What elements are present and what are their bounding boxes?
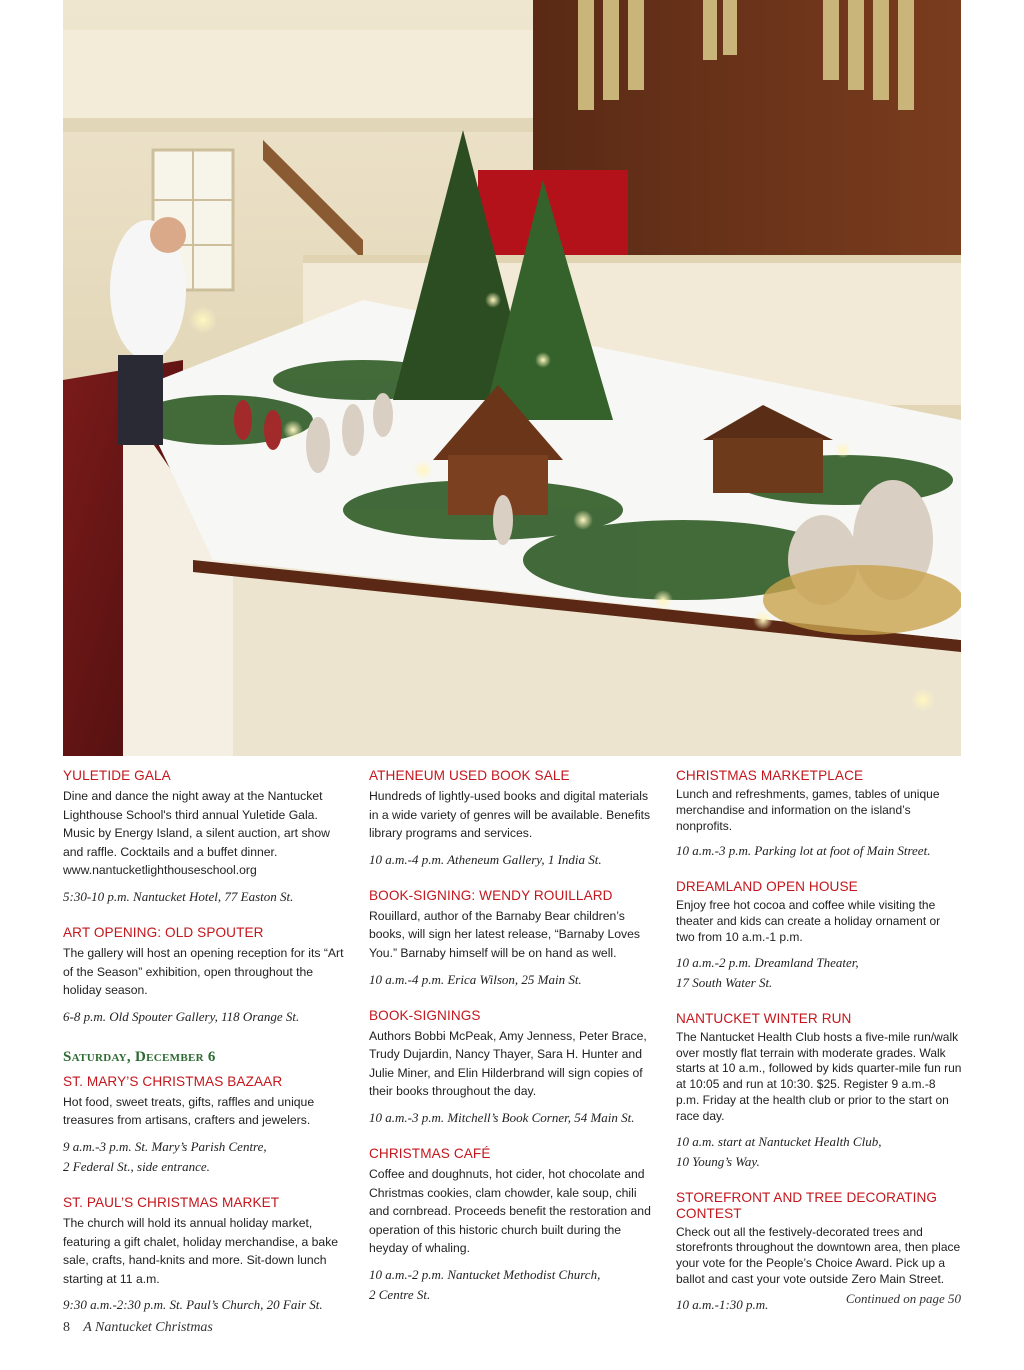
event-title: ATHENEUM USED BOOK SALE <box>369 768 570 783</box>
photo-illustration <box>63 0 961 756</box>
event-title: ART OPENING: OLD SPOUTER <box>63 924 264 940</box>
event-book-signings <box>369 1008 655 1128</box>
event-yuletide-gala <box>63 768 348 907</box>
event-title: CHRISTMAS MARKETPLACE <box>676 768 864 783</box>
event-description: The Nantucket Health Club hosts a five-mile run/walk over mostly flat terrain with moderate grades. Walk starts at 10 a.m., followed by kids quarter-mile fun run at 10:05 and run at 10:30. $25. Register 9 a.m.-8 p.m. Friday at the health club or prior to the start on race day. <box>676 1029 962 1123</box>
event-time-location: 10 a.m.-2 p.m. Nantucket Methodist Church, 2 Centre St. <box>369 1266 601 1302</box>
event-description: Hundreds of lightly-used books and digital materials in a wide variety of genres will be available. Benefits library programs and services. <box>369 789 651 841</box>
event-winter-run <box>676 1011 962 1172</box>
event-title: CHRISTMAS CAFÉ <box>369 1145 491 1161</box>
event-time-location: 10 a.m.-1:30 p.m. <box>676 1296 769 1312</box>
column-3 <box>676 768 962 1333</box>
event-title: BOOK-SIGNINGS <box>369 1007 481 1023</box>
event-description: The gallery will host an opening reception for its “Art of the Season” exhibition, open throughout the holiday season. <box>63 945 344 998</box>
column-1 <box>63 768 348 1333</box>
continued-note: Continued on page 50 <box>845 1291 961 1306</box>
event-st-marys-bazaar <box>63 1074 348 1177</box>
event-atheneum-book-sale <box>369 768 655 870</box>
nativity-display-photo <box>63 0 961 756</box>
event-book-signing-rouillard <box>369 888 655 990</box>
event-title: ST. PAUL’S CHRISTMAS MARKET <box>63 1194 280 1210</box>
page-footer <box>63 1320 213 1336</box>
column-2 <box>369 768 655 1323</box>
event-description: The church will hold its annual holiday market, featuring a gift chalet, holiday merchandise, a bake sale, crafts, hand-knits and more. Sit-down lunch starting at 11 a.m. <box>63 1215 339 1286</box>
event-description: Hot food, sweet treats, gifts, raffles and unique treasures from artisans, crafters and jewelers. <box>63 1094 315 1128</box>
event-st-pauls-market <box>63 1195 348 1315</box>
event-time-location: 10 a.m.-4 p.m. Atheneum Gallery, 1 India St. <box>369 851 602 867</box>
event-description: Coffee and doughnuts, hot cider, hot chocolate and Christmas cookies, clam chowder, kale soup, chili and cornbread. Proceeds benefit the restoration and operation of this historic church built during the heyday of whaling. <box>369 1166 651 1256</box>
event-time-location: 10 a.m.-2 p.m. Dreamland Theater, 17 South Water St. <box>676 954 859 990</box>
event-description: Enjoy free hot cocoa and coffee while visiting the theater and kids can create a holiday ornament or two from 10 a.m.-1 p.m. <box>676 898 941 944</box>
event-description: Rouillard, author of the Barnaby Bear children’s books, will sign her latest release, “Barnaby Loves You.” Barnaby himself will be on hand as well. <box>369 908 640 960</box>
event-title: ST. MARY’S CHRISTMAS BAZAAR <box>63 1073 283 1089</box>
event-time-location: 10 a.m.-3 p.m. Parking lot at foot of Main Street. <box>676 843 931 859</box>
day-heading: Saturday, December 6 <box>63 1048 216 1065</box>
event-time-location: 10 a.m.-4 p.m. Erica Wilson, 25 Main St. <box>369 971 582 987</box>
event-time-location: 9:30 a.m.-2:30 p.m. St. Paul’s Church, 20 Fair St. <box>63 1297 323 1313</box>
event-christmas-marketplace <box>676 768 962 861</box>
publication-name: A Nantucket Christmas <box>83 1320 213 1335</box>
event-title: BOOK-SIGNING: WENDY ROUILLARD <box>369 887 613 903</box>
event-time-location: 9 a.m.-3 p.m. St. Mary’s Parish Centre, 2 Federal St., side entrance. <box>63 1138 267 1174</box>
event-description: Authors Bobbi McPeak, Amy Jenness, Peter Brace, Trudy Dujardin, Nancy Thayer, Sara H. Hunter and Julie Miner, and Elin Hilderbrand will sign copies of their books throughout the day. <box>369 1028 647 1099</box>
event-christmas-cafe <box>369 1146 655 1305</box>
event-title: YULETIDE GALA <box>63 768 171 783</box>
event-description: Lunch and refreshments, games, tables of unique merchandise and information on the island’s nonprofits. <box>676 787 940 833</box>
event-time-location: 10 a.m.-3 p.m. Mitchell’s Book Corner, 54 Main St. <box>369 1109 635 1125</box>
event-dreamland-open-house <box>676 879 962 992</box>
event-art-opening <box>63 925 348 1027</box>
event-time-location: 5:30-10 p.m. Nantucket Hotel, 77 Easton St. <box>63 888 294 904</box>
page-number: 8 <box>63 1320 70 1335</box>
event-description: Dine and dance the night away at the Nantucket Lighthouse School's third annual Yuletide Gala. Music by Energy Island, a silent auction, art show and raffle. Cocktails and a buffet dinner. www.nantucketlighthouseschool.org <box>63 789 330 878</box>
event-time-location: 6-8 p.m. Old Spouter Gallery, 118 Orange St. <box>63 1008 300 1024</box>
event-description: Check out all the festively-decorated trees and storefronts throughout the downtown area, then place your vote for the People’s Choice Award. Pick up a ballot and cast your vote outside Zero Main Street. <box>676 1224 961 1286</box>
event-time-location: 10 a.m. start at Nantucket Health Club, 10 Young’s Way. <box>676 1133 882 1169</box>
event-title: NANTUCKET WINTER RUN <box>676 1010 852 1026</box>
event-title: DREAMLAND OPEN HOUSE <box>676 879 858 895</box>
event-title: STOREFRONT AND TREE DECORATING CONTEST <box>676 1189 938 1221</box>
